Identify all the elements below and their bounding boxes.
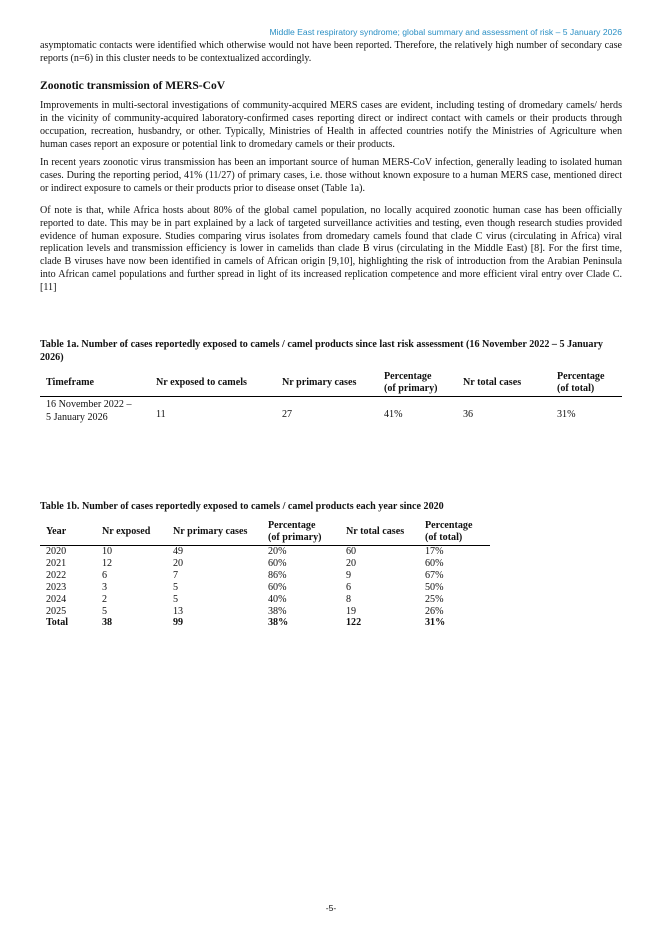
table-row [40,594,490,606]
table-1a [40,370,622,426]
header-pct-primary: Percentage (of primary) [378,370,457,397]
cell-total: 20 [346,557,357,569]
header-exposed: Nr exposed [96,518,167,546]
cell-primary: 20 [173,557,184,569]
cell-pct-total: 60% [425,557,444,569]
table-row [40,582,490,594]
paragraph-zoonotic-transmission: In recent years zoonotic virus transmission has been an important source of human MERS-CoV infection, generally leading to isolated human cases. During the reporting period, 41% (11/27) of primary cases, i.e. those without known exposure to a human MERS case, mentioned direct or indirect exposure to camels or their products prior to disease onset (Table 1a). [40,157,622,194]
cell-pct-total: 31% [557,409,576,420]
cell-exposed: 5 [102,605,108,617]
cell-exposed: 3 [102,581,108,593]
header-year: Year [40,518,96,546]
cell-year: 2024 [46,593,67,605]
paragraph-investigations: Improvements in multi-sectoral investigations of community-acquired MERS cases are evident, including testing of dromedary camels/ herds in the vicinity of community-acquired laboratory-confirmed cases reporting direct or indirect contact with camels or their products through occupation, recreation, husbandry, or other. Typically, Ministries of Health in affected countries notify the Ministries of Agriculture when human cases report an exposure or potential link to dromedary camels or their products. [40,100,622,150]
cell-exposed: 38 [102,617,113,629]
cell-total: 9 [346,569,352,581]
cell-pct-primary: 41% [384,409,403,420]
table-total-row [40,617,490,629]
section-heading: Zoonotic transmission of MERS-CoV [40,79,226,93]
table-row [40,606,490,618]
header-pct-total: Percentage (of total) [419,518,490,546]
running-header: Middle East respiratory syndrome; global summary and assessment of risk – 5 January 2026 [269,27,622,37]
cell-exposed: 11 [156,409,166,420]
cell-total: 19 [346,605,357,617]
header-primary: Nr primary cases [167,518,262,546]
cell-timeframe: 16 November 2022 – 5 January 2026 [46,399,132,423]
body-text [40,40,622,294]
cell-pct-total: 31% [425,617,446,629]
cell-pct-primary: 60% [268,581,287,593]
cell-pct-total: 25% [425,593,444,605]
cell-year: 2022 [46,569,67,581]
cell-primary: 27 [282,409,293,420]
header-timeframe: Timeframe [40,370,150,397]
intro-paragraph: asymptomatic contacts were identified which otherwise would not have been reported. Therefore, the relatively high number of secondary case reports (n=6) in this cluster needs to be contextualized accordingly. [40,40,622,64]
cell-pct-primary: 40% [268,593,287,605]
cell-year: 2025 [46,605,67,617]
cell-year: 2023 [46,581,67,593]
cell-primary: 49 [173,546,184,557]
table-1a-caption: Table 1a. Number of cases reportedly exposed to camels / camel products since last risk assessment (16 November 2022 – 5 January 2026) [40,339,603,363]
table-row [40,546,490,558]
cell-pct-total: 50% [425,581,444,593]
table-header-row [40,370,622,397]
cell-exposed: 2 [102,593,108,605]
table-header-row [40,518,490,546]
cell-total: 36 [463,409,474,420]
cell-total: 8 [346,593,352,605]
page-number: -5- [325,903,337,913]
header-exposed: Nr exposed to camels [150,370,276,397]
cell-exposed: 12 [102,557,113,569]
cell-exposed: 10 [102,546,113,557]
cell-pct-primary: 20% [268,546,287,557]
cell-year: 2021 [46,557,67,569]
cell-year: 2020 [46,546,67,557]
header-total: Nr total cases [340,518,419,546]
cell-total: 6 [346,581,352,593]
cell-primary: 5 [173,581,179,593]
cell-total: 122 [346,617,362,629]
table-row [40,558,490,570]
cell-pct-primary: 60% [268,557,287,569]
paragraph-africa: Of note is that, while Africa hosts about 80% of the global camel population, no locally acquired zoonotic human case has been officially reported to date. This may be in part explained by a lack of targeted surveillance activities and testing, even though research studies provided evidence of human exposure. Studies comparing virus isolates from dromedary camels found that clade C virus (circulating in Africa) viral replication levels and transmission efficiency is lower in camelids than clade B virus (circulating in the Middle East) [8]. For the first time, clade B viruses have now been identified in camels of African origin [9,10], highlighting the risk of introduction from the Arabian Peninsula into African camel populations and further spread in light of its increased replication competence and more efficient viral entry over Clade C. [11] [40,205,622,293]
table-row [40,570,490,582]
cell-year: Total [46,617,69,629]
table-row [40,397,622,427]
cell-pct-primary: 86% [268,569,287,581]
cell-total: 60 [346,546,357,557]
header-primary: Nr primary cases [276,370,378,397]
cell-pct-total: 17% [425,546,444,557]
cell-exposed: 6 [102,569,108,581]
cell-primary: 7 [173,569,179,581]
cell-pct-primary: 38% [268,605,287,617]
header-pct-total: Percentage (of total) [551,370,622,397]
cell-pct-total: 67% [425,569,444,581]
cell-pct-primary: 38% [268,617,289,629]
cell-primary: 13 [173,605,184,617]
cell-primary: 5 [173,593,179,605]
table-1b [40,518,490,629]
table-1b-caption: Table 1b. Number of cases reportedly exposed to camels / camel products each year since 2020 [40,501,444,512]
header-pct-primary: Percentage (of primary) [262,518,340,546]
header-total: Nr total cases [457,370,551,397]
cell-primary: 99 [173,617,184,629]
cell-pct-total: 26% [425,605,444,617]
